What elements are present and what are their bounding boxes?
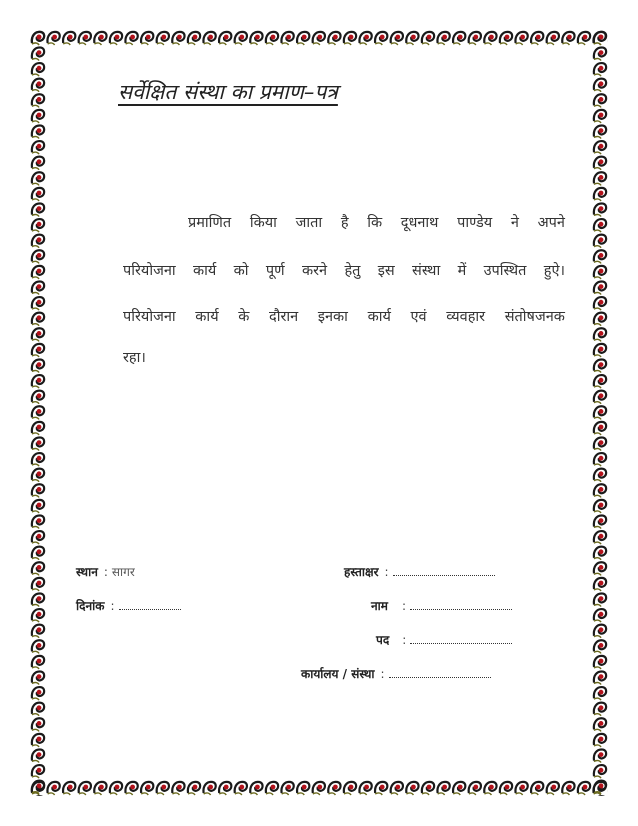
border-motif [515, 782, 527, 795]
border-motif [594, 671, 606, 684]
border-motif [328, 782, 340, 795]
border-motif [484, 32, 496, 45]
border-motif [594, 640, 606, 653]
border-motif [32, 328, 44, 341]
border-motif [391, 32, 403, 45]
border-motif [32, 609, 44, 622]
border-motif [500, 32, 512, 45]
border-motif [32, 422, 44, 435]
border-motif [32, 656, 44, 669]
border-motif [375, 32, 387, 45]
border-motif [531, 782, 543, 795]
body-word: के [238, 309, 250, 325]
border-motif [594, 515, 606, 528]
body-word: परियोजना [123, 263, 176, 279]
body-word: कार्य [367, 309, 391, 325]
border-motif [281, 782, 293, 795]
border-motif [266, 782, 278, 795]
page-border-top [30, 30, 608, 46]
border-motif [32, 515, 44, 528]
border-motif [594, 63, 606, 76]
border-motif [594, 125, 606, 138]
border-motif [63, 32, 75, 45]
border-motif [313, 32, 325, 45]
office-field: कार्यालय / संस्था : [301, 665, 491, 682]
border-motif [235, 782, 247, 795]
border-motif [594, 749, 606, 762]
border-motif [515, 32, 527, 45]
border-motif [406, 32, 418, 45]
border-motif [32, 47, 44, 60]
body-word: हेतु [344, 263, 361, 279]
name-label: नाम [371, 599, 388, 613]
border-motif [453, 782, 465, 795]
body-word: संस्था [412, 263, 441, 279]
border-motif [297, 32, 309, 45]
border-motif [594, 593, 606, 606]
border-motif [594, 188, 606, 201]
border-motif [594, 297, 606, 310]
border-motif [594, 47, 606, 60]
border-motif [344, 32, 356, 45]
body-word: संतोषजनक [504, 309, 565, 325]
body-word: को [233, 263, 249, 279]
designation-label: पद [376, 633, 390, 647]
border-motif [32, 266, 44, 279]
border-motif [578, 782, 590, 795]
border-motif [594, 110, 606, 123]
border-motif [266, 32, 278, 45]
border-motif [32, 313, 44, 326]
border-motif [484, 782, 496, 795]
border-motif [594, 562, 606, 575]
body-word: इनका [317, 309, 348, 325]
border-motif [94, 32, 106, 45]
border-motif [32, 141, 44, 154]
border-motif [157, 782, 169, 795]
date-blank [119, 599, 181, 610]
designation-field: पद : [376, 631, 512, 648]
body-word: रहा। [123, 350, 146, 366]
border-motif [235, 32, 247, 45]
border-motif [578, 32, 590, 45]
body-word: में [457, 263, 467, 279]
body-word: इस [377, 263, 395, 279]
border-motif [547, 32, 559, 45]
page-border-bottom [30, 780, 608, 796]
body-word: ने [510, 215, 519, 231]
border-motif [594, 781, 606, 794]
border-motif [594, 703, 606, 716]
body-word: एवं [410, 309, 427, 325]
border-motif [297, 782, 309, 795]
name-field: नाम : [371, 597, 512, 614]
border-motif [32, 281, 44, 294]
border-motif [172, 32, 184, 45]
body-word: उपस्थित [483, 263, 527, 279]
border-motif [32, 79, 44, 92]
border-motif [32, 32, 44, 45]
place-label: स्थान [76, 565, 98, 579]
border-motif [32, 297, 44, 310]
name-blank [410, 599, 512, 610]
body-word: किया [249, 215, 277, 231]
border-motif [110, 782, 122, 795]
border-motif [594, 609, 606, 622]
border-motif [203, 32, 215, 45]
body-word: अपने [537, 215, 565, 231]
border-motif [594, 391, 606, 404]
border-motif [32, 406, 44, 419]
place-value: सागर [111, 565, 135, 579]
border-motif [562, 782, 574, 795]
border-motif [594, 656, 606, 669]
office-blank [389, 667, 491, 678]
body-word: दूधनाथ [400, 215, 439, 231]
border-motif [32, 110, 44, 123]
body-word: कार्य [193, 263, 217, 279]
border-motif [359, 32, 371, 45]
signature-field: हस्ताक्षर : [344, 563, 495, 580]
page-border-right [592, 30, 608, 796]
border-motif [79, 32, 91, 45]
border-motif [219, 782, 231, 795]
border-motif [594, 313, 606, 326]
border-motif [32, 453, 44, 466]
border-motif [437, 782, 449, 795]
border-motif [594, 235, 606, 248]
border-motif [594, 141, 606, 154]
border-motif [32, 547, 44, 560]
border-motif [125, 32, 137, 45]
body-word: परियोजना [123, 309, 176, 325]
border-motif [594, 250, 606, 263]
body-word: प्रमाणित [188, 215, 232, 231]
border-motif [203, 782, 215, 795]
designation-blank [410, 633, 512, 644]
border-motif [594, 453, 606, 466]
border-motif [188, 32, 200, 45]
border-motif [32, 484, 44, 497]
border-motif [562, 32, 574, 45]
border-motif [594, 484, 606, 497]
border-motif [32, 437, 44, 450]
border-motif [32, 562, 44, 575]
border-motif [32, 188, 44, 201]
border-motif [531, 32, 543, 45]
border-motif [47, 782, 59, 795]
border-motif [32, 344, 44, 357]
border-motif [594, 157, 606, 170]
border-motif [594, 219, 606, 232]
border-motif [32, 219, 44, 232]
border-motif [359, 782, 371, 795]
border-motif [313, 782, 325, 795]
border-motif [172, 782, 184, 795]
border-motif [328, 32, 340, 45]
border-motif [79, 782, 91, 795]
border-motif [94, 782, 106, 795]
border-motif [32, 640, 44, 653]
body-word: करने [301, 263, 328, 279]
border-motif [157, 32, 169, 45]
border-motif [422, 782, 434, 795]
body-word: कि [367, 215, 383, 231]
border-motif [594, 266, 606, 279]
body-line-1 [188, 212, 565, 232]
body-word: कार्य [195, 309, 219, 325]
body-line-3 [123, 306, 565, 326]
border-motif [469, 32, 481, 45]
body-word: दौरान [269, 309, 299, 325]
border-motif [594, 687, 606, 700]
border-motif [406, 782, 418, 795]
border-motif [32, 734, 44, 747]
border-motif [250, 782, 262, 795]
border-motif [594, 375, 606, 388]
border-motif [32, 172, 44, 185]
border-motif [32, 125, 44, 138]
border-motif [32, 500, 44, 513]
border-motif [47, 32, 59, 45]
border-motif [594, 531, 606, 544]
border-motif [32, 531, 44, 544]
border-motif [594, 359, 606, 372]
border-motif [125, 782, 137, 795]
border-motif [32, 765, 44, 778]
border-motif [32, 63, 44, 76]
border-motif [500, 782, 512, 795]
office-label: कार्यालय / संस्था [301, 667, 375, 681]
border-motif [594, 422, 606, 435]
border-motif [594, 469, 606, 482]
border-motif [32, 469, 44, 482]
body-word: व्यवहार [446, 309, 486, 325]
page-border-left [30, 30, 46, 796]
border-motif [250, 32, 262, 45]
border-motif [391, 782, 403, 795]
border-motif [594, 625, 606, 638]
date-label: दिनांक [76, 599, 105, 613]
border-motif [32, 250, 44, 263]
border-motif [32, 593, 44, 606]
border-motif [453, 32, 465, 45]
body-word: पूर्ण [265, 263, 285, 279]
border-motif [32, 687, 44, 700]
border-motif [32, 203, 44, 216]
border-motif [32, 671, 44, 684]
signature-blank [393, 565, 495, 576]
border-motif [547, 782, 559, 795]
border-motif [594, 765, 606, 778]
border-motif [375, 782, 387, 795]
body-word: हुऐ। [543, 263, 565, 279]
border-motif [594, 203, 606, 216]
border-motif [594, 172, 606, 185]
signature-label: हस्ताक्षर [344, 565, 379, 579]
border-motif [63, 782, 75, 795]
border-motif [281, 32, 293, 45]
border-motif [594, 79, 606, 92]
border-motif [32, 749, 44, 762]
border-motif [594, 547, 606, 560]
certificate-title: सर्वेक्षित संस्था का प्रमाण–पत्र [118, 80, 338, 104]
border-motif [594, 437, 606, 450]
border-motif [32, 375, 44, 388]
date-field: दिनांक : [76, 597, 181, 614]
body-word: पाण्डेय [457, 215, 493, 231]
border-motif [594, 94, 606, 107]
border-motif [32, 157, 44, 170]
border-motif [469, 782, 481, 795]
border-motif [32, 391, 44, 404]
border-motif [437, 32, 449, 45]
border-motif [32, 718, 44, 731]
border-motif [594, 328, 606, 341]
border-motif [594, 281, 606, 294]
border-motif [594, 734, 606, 747]
body-line-2 [123, 260, 565, 280]
border-motif [188, 782, 200, 795]
border-motif [32, 235, 44, 248]
border-motif [32, 359, 44, 372]
border-motif [32, 94, 44, 107]
place-field: स्थान : सागर [76, 565, 135, 579]
body-line-4 [123, 347, 146, 367]
border-motif [594, 500, 606, 513]
border-motif [422, 32, 434, 45]
body-word: जाता [295, 215, 323, 231]
border-motif [594, 344, 606, 357]
border-motif [141, 32, 153, 45]
border-motif [219, 32, 231, 45]
border-motif [594, 406, 606, 419]
border-motif [110, 32, 122, 45]
body-word: है [340, 215, 349, 231]
border-motif [32, 781, 44, 794]
border-motif [594, 32, 606, 45]
border-motif [594, 578, 606, 591]
border-motif [141, 782, 153, 795]
border-motif [32, 578, 44, 591]
border-motif [344, 782, 356, 795]
border-motif [594, 718, 606, 731]
border-motif [32, 625, 44, 638]
border-motif [32, 703, 44, 716]
